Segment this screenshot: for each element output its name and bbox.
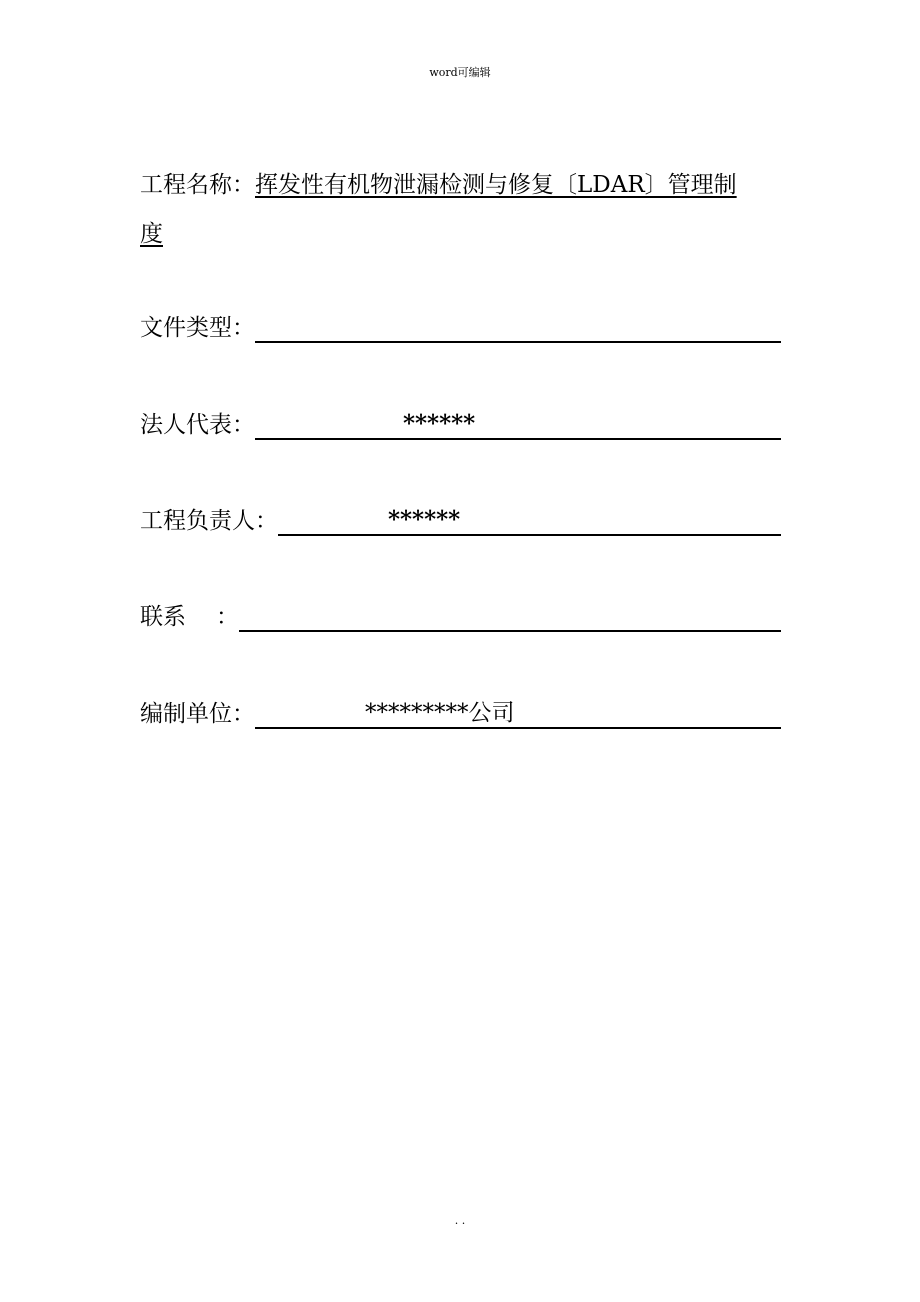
contact-label: 联系 xyxy=(140,604,186,630)
legal-rep-value: ****** xyxy=(403,410,476,437)
project-lead-field xyxy=(140,506,781,536)
compiler-value: *********公司 xyxy=(365,700,515,726)
page-header: word可编辑 xyxy=(429,66,491,79)
doc-type-underline xyxy=(255,313,781,343)
legal-rep-underline xyxy=(255,410,781,440)
project-name-label: 工程名称： xyxy=(140,172,255,198)
compiler-label: 编制单位： xyxy=(140,701,255,727)
legal-rep-label: 法人代表： xyxy=(140,412,255,438)
project-lead-label: 工程负责人： xyxy=(140,508,278,534)
project-name-line-2 xyxy=(140,219,163,249)
project-lead-underline xyxy=(278,506,781,536)
doc-type-label: 文件类型： xyxy=(140,315,255,341)
project-lead-value: ****** xyxy=(388,506,461,533)
legal-rep-field xyxy=(140,410,781,440)
page-footer: . . xyxy=(454,1214,466,1227)
compiler-underline xyxy=(255,699,781,729)
project-name-line-1 xyxy=(140,170,737,200)
doc-type-field xyxy=(140,313,781,343)
project-name-value-cont: 度 xyxy=(140,221,163,247)
project-name-value: 挥发性有机物泄漏检测与修复〔LDAR〕管理制 xyxy=(255,172,737,198)
contact-colon: ： xyxy=(216,604,239,630)
contact-field xyxy=(140,602,781,632)
compiler-field xyxy=(140,699,781,729)
contact-underline xyxy=(239,602,781,632)
